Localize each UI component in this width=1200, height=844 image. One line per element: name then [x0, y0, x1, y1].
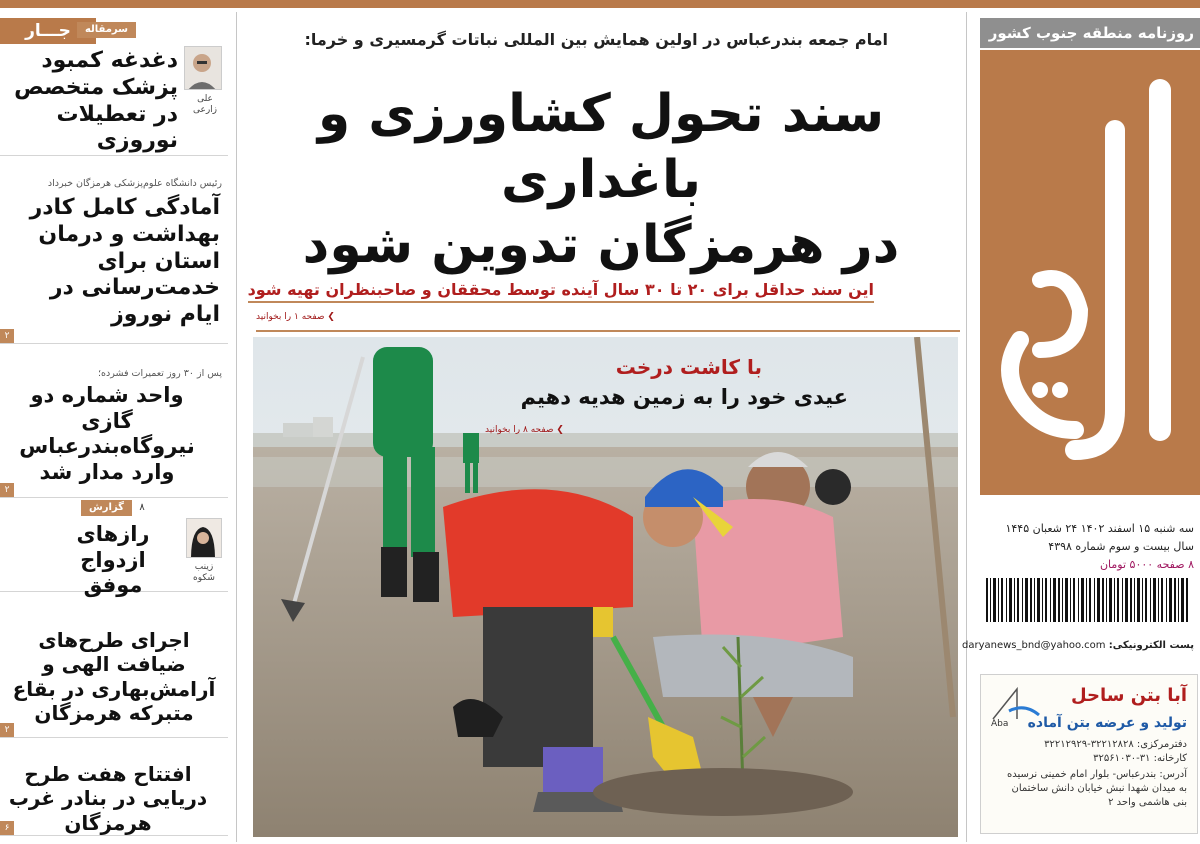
- story-card-powerplant[interactable]: [0, 366, 228, 498]
- ad-subtitle: تولید و عرضه بتن آماده: [1027, 715, 1187, 731]
- main-page-ref-text: صفحه ۱ را بخوانید: [256, 312, 325, 322]
- main-headline[interactable]: [256, 82, 946, 279]
- left-divider: [236, 12, 237, 842]
- photo-caption-text: عیدی خود را به زمین هدیه دهیم: [520, 385, 848, 409]
- main-page-ref[interactable]: [256, 312, 335, 322]
- main-story: [247, 10, 960, 844]
- story-card-ramadan[interactable]: [0, 614, 228, 738]
- story-kicker: پس از ۳۰ روز تعمیرات فشرده؛: [98, 368, 222, 379]
- right-divider: [966, 12, 967, 842]
- year-issue: سال بیست و سوم شماره ۴۳۹۸: [1048, 540, 1194, 553]
- story-headline: افتتاح هفت طرح دریایی در بنادر غرب هرمزگان: [8, 762, 208, 835]
- main-photo[interactable]: [253, 337, 958, 837]
- main-headline-line1: سند تحول کشاورزی و باغداری: [317, 84, 885, 210]
- advertisement-aba-beton[interactable]: [980, 674, 1198, 834]
- aba-logo-text: Aba: [991, 719, 1009, 729]
- main-kicker: امام جمعه بندرعباس در اولین همایش بین المللی نباتات گرمسیری و خرما:: [304, 30, 888, 49]
- editorial-author-photo: [184, 46, 222, 90]
- report-author: زینب شکوه: [193, 562, 215, 583]
- editorial-card[interactable]: [0, 18, 228, 156]
- report-headline: رازهای ازدواج موفق: [76, 522, 150, 598]
- masthead-logo-box[interactable]: [980, 50, 1200, 495]
- tree-planting-photo: [253, 337, 958, 837]
- main-rule: [256, 330, 960, 332]
- photo-caption-title: با کاشت درخت: [615, 355, 762, 379]
- story-kicker: رئیس دانشگاه علوم‌پزشکی هرمزگان خبرداد: [47, 178, 222, 189]
- main-lead: این سند حداقل برای ۲۰ تا ۳۰ سال آینده توسط محققان و صاحبنظران تهیه شود: [248, 280, 874, 303]
- page-number-badge: ۶: [0, 821, 14, 835]
- pages-price: ۸ صفحه ۵۰۰۰ تومان: [1099, 558, 1194, 571]
- main-headline-line2: در هرمزگان تدوین شود: [302, 215, 900, 276]
- email-address: daryanews_bnd@yahoo.com: [961, 640, 1106, 651]
- photo-page-ref[interactable]: [485, 425, 564, 435]
- photo-page-ref-text: صفحه ۸ را بخوانید: [485, 425, 554, 435]
- ad-address-3: بنی هاشمی واحد ۲: [1108, 797, 1187, 808]
- editorial-headline: دغدغه کمبود پزشک متخصص در تعطیلات نوروزی: [14, 48, 178, 154]
- ad-office-phone: دفترمرکزی: ۳۲۲۱۲۸۲۸-۳۲۲۱۲۹۲۹: [1044, 739, 1187, 750]
- chevron-left-icon: ❯: [327, 312, 335, 322]
- report-number: ۸: [134, 500, 150, 516]
- page-number-badge: ۲: [0, 483, 14, 497]
- date-line: سه شنبه ۱۵ اسفند ۱۴۰۲ ۲۴ شعبان ۱۴۴۵: [1005, 522, 1194, 535]
- story-headline: آمادگی کامل کادر بهداشت و درمان استان برای خدمت‌رسانی در ایام نوروز: [29, 195, 220, 328]
- story-headline: واحد شماره دو گازی نیروگاه‌بندرعباس وارد مدار شد: [19, 383, 195, 484]
- report-card[interactable]: [0, 502, 228, 598]
- report-author-photo: [186, 518, 222, 558]
- section-logo-strip: جـــار: [0, 18, 96, 44]
- masthead-subtitle: روزنامه منطقه جنوب کشور: [980, 18, 1200, 48]
- story-card-marine[interactable]: [0, 750, 228, 836]
- barcode-icon: [982, 574, 1194, 626]
- page-number-badge: ۲: [0, 329, 14, 343]
- top-color-bar: [0, 0, 1200, 8]
- masthead-column: [961, 10, 1200, 844]
- darya-logo-icon: [980, 50, 1200, 495]
- report-tag: گزارش: [81, 500, 132, 516]
- story-headline: اجرای طرح‌های ضیافت الهی و آرامش‌بهاری در بقاع متبرکه هرمزگان: [12, 628, 216, 726]
- left-column: [0, 10, 230, 844]
- editorial-tag: سرمقاله: [77, 22, 136, 38]
- ad-title: آبا بتن ساحل: [1070, 685, 1187, 706]
- ad-address-1: آدرس: بندرعباس- بلوار امام خمینی نرسیده: [1006, 769, 1187, 780]
- email-label: پست الکترونیکی:: [1108, 640, 1194, 651]
- ad-address-2: به میدان شهدا نبش خیابان دانش ساختمان: [1011, 783, 1187, 794]
- email-row[interactable]: [962, 640, 1194, 651]
- page-number-badge: ۲: [0, 723, 14, 737]
- story-card-health[interactable]: [0, 176, 228, 344]
- chevron-left-icon: ❯: [556, 425, 564, 435]
- ad-factory-phone: کارخانه: ۳۱-۳۲۵۶۱۰۳۰: [1093, 753, 1187, 764]
- editorial-author: علی زارعی: [192, 94, 218, 115]
